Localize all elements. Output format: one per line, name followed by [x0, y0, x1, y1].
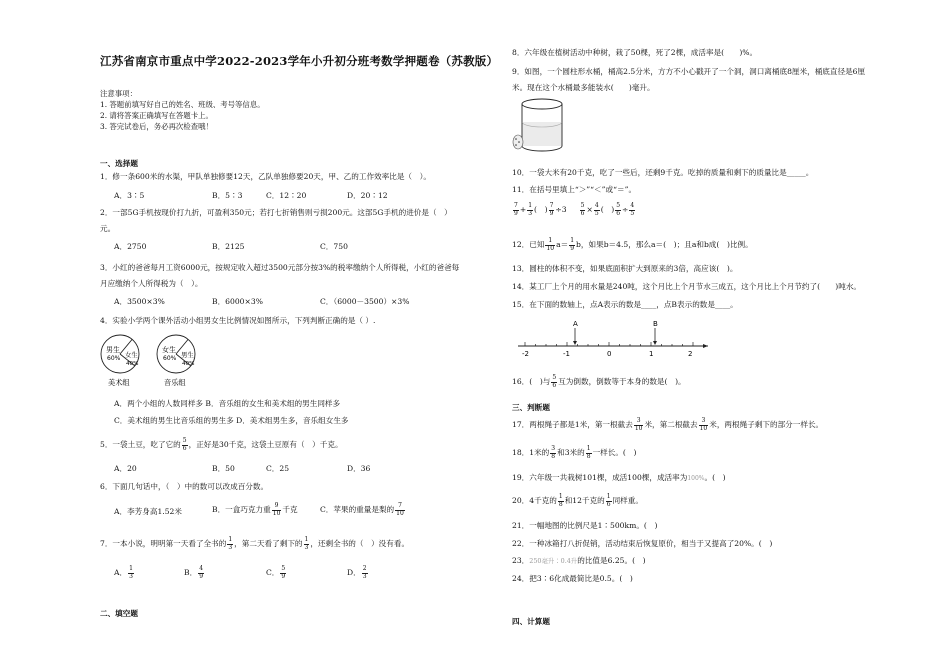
note-item: 3. 答完试卷后，务必再次检查哦！ [100, 122, 213, 131]
option-a: A．3500×3% [114, 297, 165, 306]
tick-label: 2 [688, 350, 693, 358]
option-c: C．12∶20 [266, 191, 307, 200]
question-24: 24．把3∶6化成最简比是0.5。( ) [512, 574, 633, 583]
note-item: 2. 请将答案正确填写在答题卡上。 [100, 111, 213, 120]
option-b: B．5∶3 [212, 191, 243, 200]
section-fill: 二、填空题 [100, 609, 138, 618]
tick-label: -1 [563, 350, 570, 358]
option-a: A．20 [114, 464, 137, 473]
option-a: A． $\frac{1}{3}$ [114, 565, 133, 580]
pie1-b-label: 女生 [125, 351, 138, 359]
pie2-caption: 音乐组 [164, 378, 186, 387]
page-title: 江苏省南京市重点中学2022-2023学年小升初分班考数学押题卷（苏教版） [100, 54, 499, 68]
question-13: 13．圆柱的体积不变，如果底面积扩大到原来的3倍，高应该( )。 [512, 264, 738, 273]
point-b-label: B [653, 320, 658, 328]
question-6: 6．下面几句话中，（ ）中的数可以改成百分数。 [100, 482, 269, 491]
pie-art-group [101, 335, 139, 387]
option-d: D．20∶12 [347, 191, 388, 200]
question-9-cont: 米。现在这个水桶最多能装水( )毫升。 [512, 83, 655, 92]
section-choice: 一、选择题 [100, 159, 138, 168]
question-11-exprs: $\frac{7}{9}$ + $\frac{1}{3}$ ( ) $\frac{7}{9}$ ÷3 $\frac{5}{6}$ × $\frac{4}{5}$ ( ) $\frac{5}{6}$ ÷ $\frac{4}{5}$ [514, 202, 635, 217]
question-9: 9．如图，一个圆柱形水桶，桶高2.5分米，方方不小心戳开了一个洞，洞口离桶底8厘米，桶底直径是6厘 [512, 67, 866, 76]
option-c: C．25 [266, 464, 290, 473]
pie2-a-label: 女生 [162, 346, 176, 354]
question-5: 5．一袋土豆，吃了它的 $\frac{5}{6}$ ，正好是30千克，这袋土豆原有（ ）千克。 [100, 437, 343, 452]
option-b: B．2125 [212, 242, 245, 251]
question-2: 2．一部5G手机按现价打九折，可盈利350元；若打七折销售则亏损200元。这部5G手机的进价是（ ） [100, 208, 452, 217]
tick-label: -2 [522, 350, 529, 358]
option-c: C．750 [320, 242, 348, 251]
question-3-cont: 月应缴纳个人所得税为（ ）。 [100, 279, 203, 288]
pie-music-group [157, 335, 195, 387]
option-b: B．50 [212, 464, 235, 473]
tick-label: 1 [649, 350, 654, 358]
pie1-a-label: 男生 [106, 346, 120, 354]
question-4: 4．实验小学两个课外活动小组男女生比例情况如图所示，下列判断正确的是（ ）. [100, 316, 376, 325]
tick-label: 0 [607, 350, 612, 358]
option-b: B．一盒巧克力重 $\frac{9}{10}$ 千克 [212, 502, 298, 517]
option-c: C．苹果的重量是梨的 $\frac{7}{10}$ [320, 502, 404, 517]
option-d: D．36 [347, 464, 371, 473]
question-15: 15．在下面的数轴上，点A表示的数是____，点B表示的数是____。 [512, 300, 738, 309]
pie1-b-pct: 40% [126, 361, 139, 367]
option-cd: C．美术组的男生比音乐组的男生多 D．美术组男生多，音乐组女生多 [114, 416, 349, 425]
question-21: 21．一幅地图的比例尺是1∶500km。( ) [512, 521, 658, 530]
question-23: 23．250毫升∶0.4升的比值是6.25。( ) [512, 556, 646, 565]
option-a: A．3∶5 [114, 191, 145, 200]
option-ab: A．两个小组的人数同样多 B．音乐组的女生和美术组的男生同样多 [114, 399, 341, 408]
option-a: A．2750 [114, 242, 147, 251]
question-14: 14．某工厂上个月的用水量是240吨，这个月比上个月节水三成五，这个月比上个月节约了( )吨水。 [512, 282, 862, 291]
option-c: C．（6000－3500）×3% [320, 297, 410, 306]
option-b: B．6000×3% [212, 297, 263, 306]
pie1-a-pct: 60% [107, 355, 121, 362]
question-19: 19．六年级一共栽树101棵，成活100棵，成活率为100%。( ) [512, 473, 726, 482]
point-a-label: A [573, 320, 578, 328]
option-c: C． $\frac{5}{9}$ [266, 565, 286, 580]
section-judge: 三、判断题 [512, 403, 550, 412]
question-2-cont: 元。 [100, 224, 116, 233]
question-10: 10．一袋大米有20千克，吃了一些后，还剩9千克。吃掉的质量和剩下的质量比是_____。 [512, 168, 814, 177]
pie-charts [100, 332, 210, 392]
question-17: 17．两根绳子都是1米，第一根截去 $\frac{3}{10}$ 米，第二根截去 $\frac{3}{10}$ 米，两根绳子剩下的部分一样长。 [512, 417, 824, 432]
pie1-caption: 美术组 [108, 378, 130, 387]
question-18: 18．1米的 $\frac{3}{8}$ 和3米的 $\frac{1}{8}$ 一样长。( ) [512, 445, 637, 460]
option-a: A．李芳身高1.52米 [114, 507, 182, 516]
question-7: 7．一本小说，明明第一天看了全书的 $\frac{1}{3}$ ，第二天看了剩下的 $\frac{1}{3}$ ，还剩全书的（ ）没有看。 [100, 536, 410, 551]
fraction: $\frac{5}{6}$ [182, 437, 187, 452]
option-b: B． $\frac{4}{9}$ [184, 565, 204, 580]
pie2-b-pct: 40% [182, 361, 195, 367]
question-11: 11．在括号里填上“＞”“＜”或“＝”。 [512, 185, 637, 194]
pie2-a-pct: 60% [163, 355, 177, 362]
pie2-b-label: 男生 [181, 351, 194, 359]
section-calc: 四、计算题 [512, 617, 550, 626]
question-12: 12．已知 $\frac{1}{10}$ a＝ $\frac{1}{9}$ b，如果b＝4.5，那么a＝( )；且a和b成( )比例。 [512, 237, 753, 252]
number-line [512, 316, 712, 360]
bucket-illustration [512, 96, 568, 158]
question-22: 22．一种冰箱打八折促销，活动结束后恢复原价，相当于又提高了20%。( ) [512, 539, 773, 548]
option-d: D． $\frac{2}{3}$ [347, 565, 367, 580]
question-1: 1．修一条600米的水渠，甲队单独修要12天，乙队单独修要20天，甲、乙的工作效率比是（ ）。 [100, 172, 432, 181]
notes-heading: 注意事项： [100, 89, 137, 98]
question-16: 16．( )与 $\frac{5}{6}$ 互为倒数，倒数等于本身的数是( )。 [512, 374, 686, 389]
note-item: 1. 答题前填写好自己的姓名、班级、考号等信息。 [100, 100, 265, 109]
question-20: 20．4千克的 $\frac{1}{8}$ 和12千克的 $\frac{1}{6}$ 同样重。 [512, 493, 643, 508]
question-8: 8．六年级在植树活动中种树，栽了50棵，死了2棵，成活率是( )%。 [512, 48, 758, 57]
question-3: 3．小红的爸爸每月工资6000元，按规定收入超过3500元部分按3%的税率缴纳个人所得税，小红的爸爸每 [100, 263, 460, 272]
